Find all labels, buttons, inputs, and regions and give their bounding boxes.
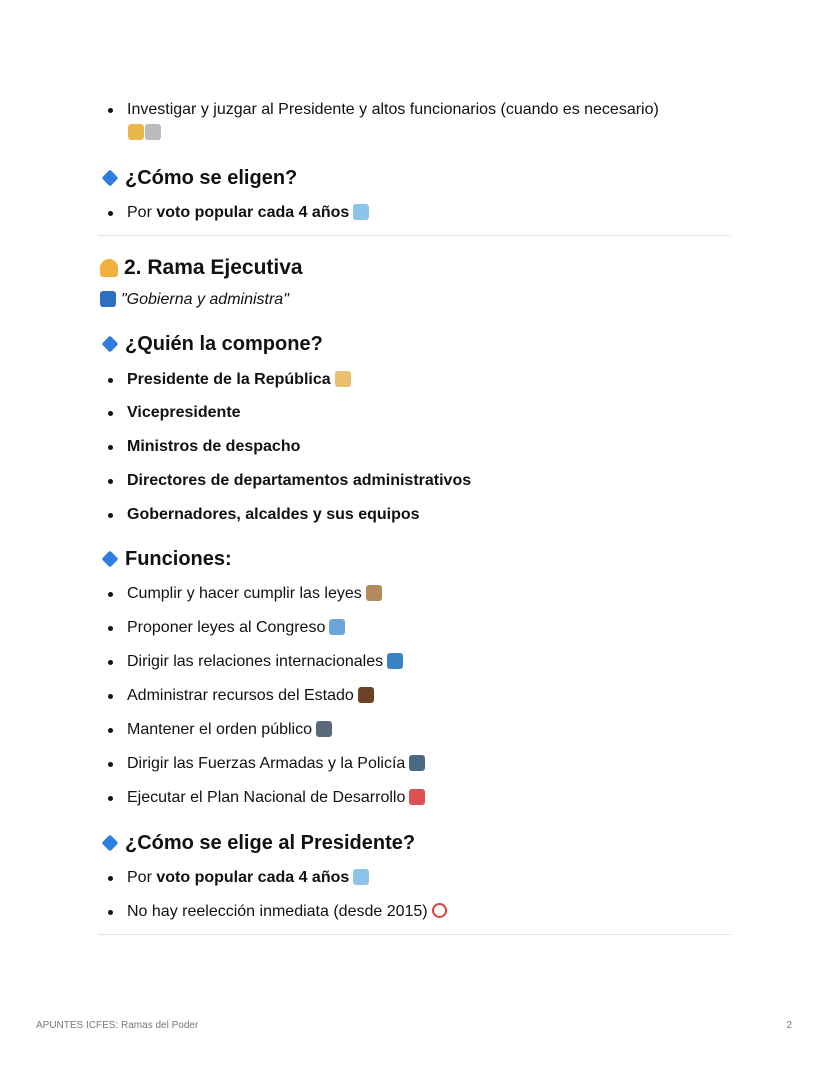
- item-text: Directores de departamentos administrativos: [127, 472, 472, 489]
- item-text: Ministros de despacho: [127, 438, 301, 455]
- list-item: [127, 652, 403, 672]
- item-text: Cumplir y hacer cumplir las leyes: [127, 585, 362, 602]
- ballot-box-icon: [353, 204, 369, 220]
- item-text: Vicepresidente: [127, 404, 241, 421]
- blue-diamond-icon: [102, 834, 119, 851]
- heading-quien-la-compone: [100, 332, 323, 356]
- prohibited-icon: [432, 903, 447, 918]
- list-item: [127, 370, 351, 390]
- scroll-icon: [366, 585, 382, 601]
- man-office-worker-icon: [335, 371, 351, 387]
- list-item: [127, 471, 471, 491]
- item-text: Dirigir las relaciones internacionales: [127, 653, 384, 670]
- heading-como-se-elige-presidente: [100, 831, 415, 855]
- list-item: [127, 720, 332, 740]
- list-item: [127, 584, 382, 604]
- quote: [100, 291, 289, 309]
- item-text: Administrar recursos del Estado: [127, 687, 354, 704]
- list-item: [127, 686, 374, 706]
- list-item: [127, 505, 420, 525]
- list-item: [127, 100, 659, 120]
- list-item: [127, 868, 369, 888]
- list-item: [127, 203, 369, 223]
- police-car-icon: [316, 721, 332, 737]
- item-text: Presidente de la República: [127, 371, 331, 388]
- heading-funciones: [100, 547, 232, 571]
- blue-diamond-icon: [102, 335, 119, 352]
- ballot-box-icon: [353, 869, 369, 885]
- item-text: Por: [127, 869, 157, 886]
- heading-text: ¿Cómo se eligen?: [125, 167, 298, 189]
- item-text: Ejecutar el Plan Nacional de Desarrollo: [127, 789, 406, 806]
- list-item: [127, 902, 447, 922]
- balance-scale-icon: [145, 124, 161, 140]
- blue-diamond-icon: [102, 550, 119, 567]
- footer-title: APUNTES ICFES: Ramas del Poder: [36, 1020, 199, 1031]
- section-title-rama-ejecutiva: [100, 255, 303, 281]
- list-item: [127, 788, 425, 808]
- list-item: [127, 618, 345, 638]
- item-text: Dirigir las Fuerzas Armadas y la Policía: [127, 755, 406, 772]
- item-text: Mantener el orden público: [127, 721, 313, 738]
- page-number: 2: [786, 1020, 792, 1031]
- item-text: Proponer leyes al Congreso: [127, 619, 326, 636]
- blue-diamond-icon: [102, 169, 119, 186]
- list-item: [127, 437, 300, 457]
- divider: [98, 934, 731, 935]
- heading-text: 2. Rama Ejecutiva: [124, 256, 303, 279]
- list-item: [127, 754, 425, 774]
- heading-como-se-eligen: [100, 166, 297, 190]
- item-text: No hay reelección inmediata (desde 2015): [127, 903, 428, 920]
- item-text: Investigar y juzgar al Presidente y altos funcionarios (cuando es necesario): [127, 101, 659, 118]
- list-item: [127, 403, 241, 423]
- item-text: Gobernadores, alcaldes y sus equipos: [127, 506, 420, 523]
- heading-text: ¿Cómo se elige al Presidente?: [125, 832, 416, 854]
- chart-increasing-icon: [409, 789, 425, 805]
- item-bold: voto popular cada 4 años: [156, 204, 350, 221]
- judge-icon: [128, 124, 144, 140]
- emoji-row: [128, 124, 161, 142]
- item-text: Por: [127, 204, 157, 221]
- quote-text: "Gobierna y administra": [121, 291, 289, 308]
- briefcase-icon: [358, 687, 374, 703]
- heading-text: Funciones:: [125, 548, 232, 570]
- blue-book-icon: [100, 291, 116, 307]
- office-worker-icon: [100, 259, 118, 277]
- globe-icon: [387, 653, 403, 669]
- heading-text: ¿Quién la compone?: [125, 333, 323, 355]
- divider: [98, 235, 731, 236]
- item-bold: voto popular cada 4 años: [156, 869, 350, 886]
- inbox-tray-icon: [329, 619, 345, 635]
- oncoming-police-car-icon: [409, 755, 425, 771]
